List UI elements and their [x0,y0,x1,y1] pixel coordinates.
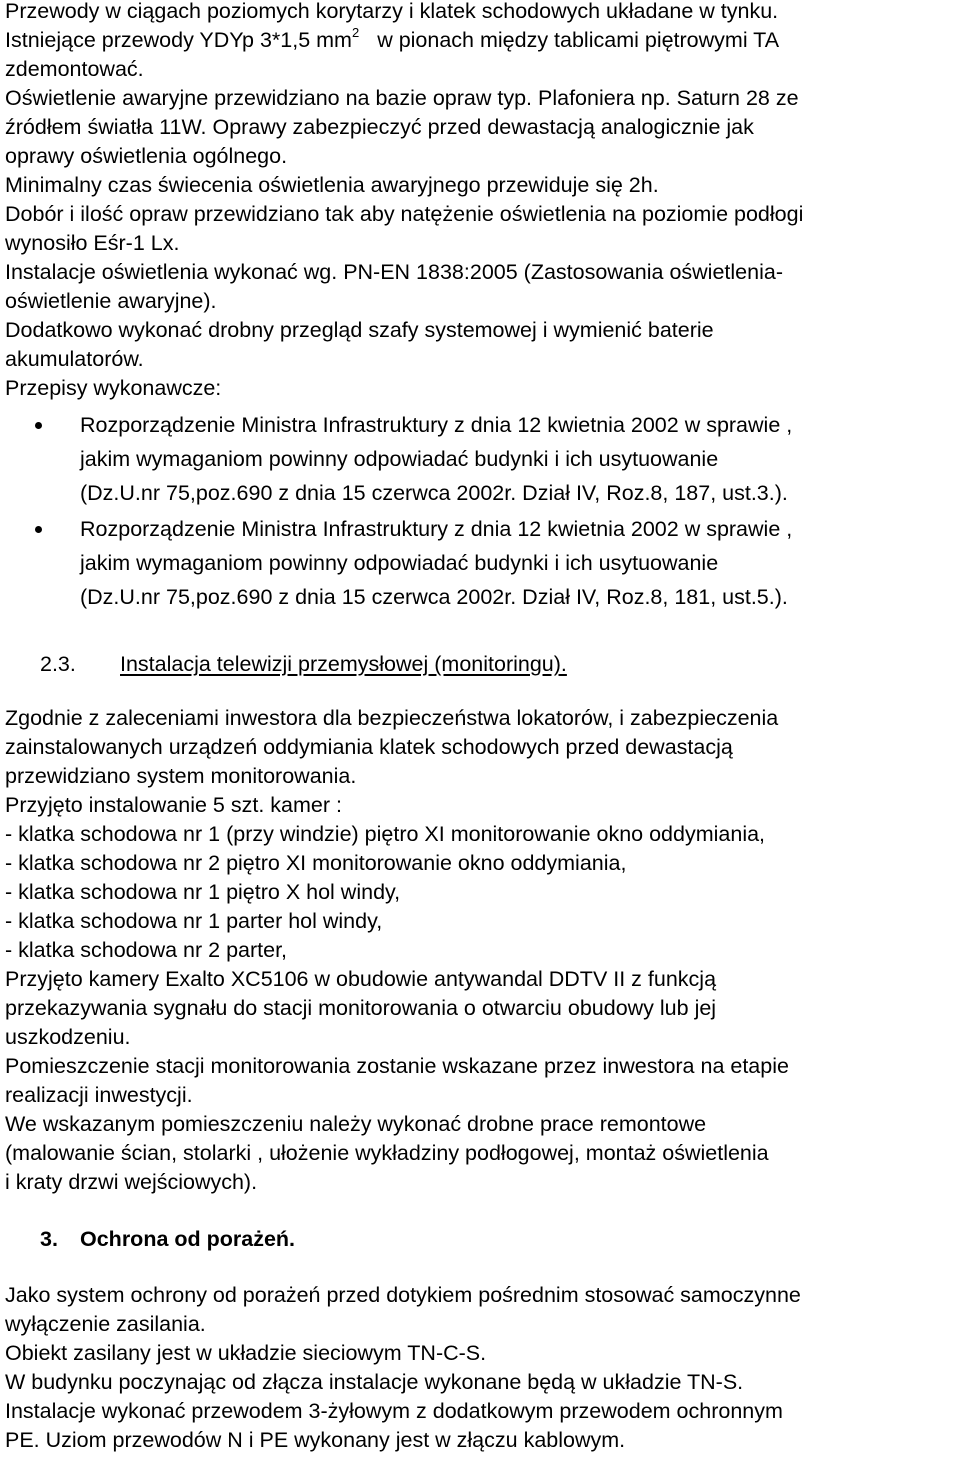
bullet-line: Rozporządzenie Ministra Infrastruktury z dnia 12 kwietnia 2002 w sprawie , [80,517,793,541]
text-line: wynosiło Eśr-1 Lx. [5,231,180,255]
section-number: 2.3. [40,652,76,676]
section-number: 3. [40,1227,58,1251]
text-line: uszkodzeniu. [5,1025,131,1049]
text-line: We wskazanym pomieszczeniu należy wykonać drobne prace remontowe [5,1112,707,1136]
text-line [5,26,779,55]
text-line: Instalacje oświetlenia wykonać wg. PN-EN 1838:2005 (Zastosowania oświetlenia- [5,260,783,284]
text-line: Jako system ochrony od porażeń przed dotykiem pośrednim stosować samoczynne [5,1283,801,1307]
section-heading: Ochrona od porażeń. [80,1227,296,1251]
text-line: Przepisy wykonawcze: [5,376,222,400]
list-item: - klatka schodowa nr 2 parter, [5,938,288,962]
text-line: przewidziano system monitorowania. [5,764,357,788]
text-line: Oświetlenie awaryjne przewidziano na bazie opraw typ. Plafoniera np. Saturn 28 ze [5,86,799,110]
list-item: - klatka schodowa nr 2 piętro XI monitorowanie okno oddymiania, [5,851,627,875]
text-line: oświetlenie awaryjne). [5,289,217,313]
list-item: - klatka schodowa nr 1 piętro X hol windy, [5,880,401,904]
superscript: 2 [351,25,360,40]
bullet-line: (Dz.U.nr 75,poz.690 z dnia 15 czerwca 2002r. Dział IV, Roz.8, 187, ust.3.). [80,481,788,505]
bullet-icon [35,422,42,429]
text-line: oprawy oświetlenia ogólnego. [5,144,288,168]
text-line: Przyjęto kamery Exalto XC5106 w obudowie antywandal DDTV II z funkcją [5,967,717,991]
bullet-line: jakim wymaganiom powinny odpowiadać budynki i ich usytuowanie [80,447,719,471]
text-fragment: Istniejące przewody YDYp 3*1,5 mm [5,28,352,52]
text-line: Dodatkowo wykonać drobny przegląd szafy systemowej i wymienić baterie [5,318,714,342]
text-line: zdemontować. [5,57,144,81]
bullet-line: jakim wymaganiom powinny odpowiadać budynki i ich usytuowanie [80,551,719,575]
text-line: źródłem światła 11W. Oprawy zabezpieczyć przed dewastacją analogicznie jak [5,115,754,139]
text-line: akumulatorów. [5,347,144,371]
list-item: - klatka schodowa nr 1 parter hol windy, [5,909,383,933]
text-line: (malowanie ścian, stolarki , ułożenie wykładziny podłogowej, montaż oświetlenia [5,1141,769,1165]
text-fragment: w pionach między tablicami piętrowymi TA [377,28,780,52]
text-line: W budynku poczynając od złącza instalacje wykonane będą w układzie TN-S. [5,1370,744,1394]
list-item: - klatka schodowa nr 1 (przy windzie) piętro XI monitorowanie okno oddymiania, [5,822,766,846]
text-line: realizacji inwestycji. [5,1083,193,1107]
text-line: wyłączenie zasilania. [5,1312,206,1336]
bullet-line: (Dz.U.nr 75,poz.690 z dnia 15 czerwca 2002r. Dział IV, Roz.8, 181, ust.5.). [80,585,788,609]
text-line: Pomieszczenie stacji monitorowania zostanie wskazane przez inwestora na etapie [5,1054,789,1078]
bullet-icon [35,526,42,533]
section-heading: Instalacja telewizji przemysłowej (monitoringu). [120,652,567,676]
text-line: Instalacje wykonać przewodem 3-żyłowym z dodatkowym przewodem ochronnym [5,1399,783,1423]
text-line: Przyjęto instalowanie 5 szt. kamer : [5,793,342,817]
text-line: PE. Uziom przewodów N i PE wykonany jest w złączu kablowym. [5,1428,626,1452]
text-line: Zgodnie z zaleceniami inwestora dla bezpieczeństwa lokatorów, i zabezpieczenia [5,706,779,730]
text-line: przekazywania sygnału do stacji monitorowania o otwarciu obudowy lub jej [5,996,717,1020]
text-line: Przewody w ciągach poziomych korytarzy i klatek schodowych układane w tynku. [5,0,779,23]
text-line: zainstalowanych urządzeń oddymiania klatek schodowych przed dewastacją [5,735,733,759]
bullet-line: Rozporządzenie Ministra Infrastruktury z dnia 12 kwietnia 2002 w sprawie , [80,413,793,437]
text-line: Dobór i ilość opraw przewidziano tak aby natężenie oświetlenia na poziomie podłogi [5,202,804,226]
text-line: Minimalny czas świecenia oświetlenia awaryjnego przewiduje się 2h. [5,173,659,197]
text-line: Obiekt zasilany jest w układzie sieciowym TN-C-S. [5,1341,487,1365]
text-line: i kraty drzwi wejściowych). [5,1170,258,1194]
